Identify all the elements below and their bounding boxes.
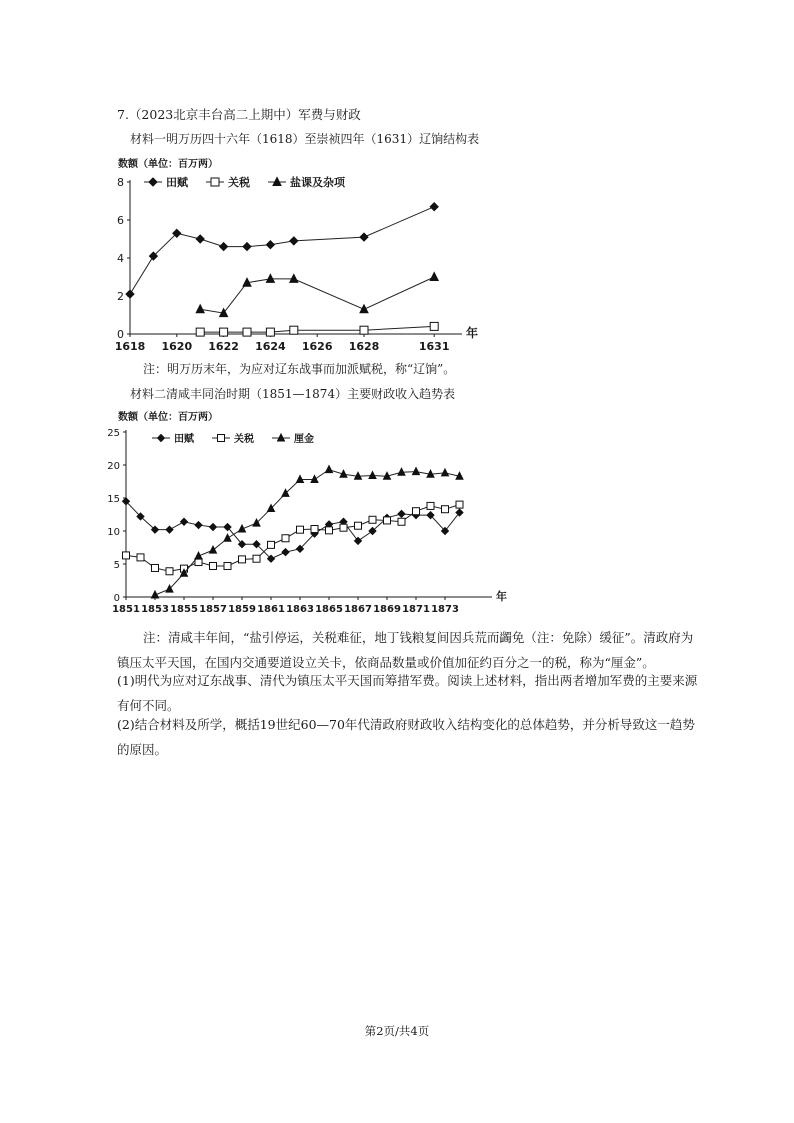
chart2-point-triangle xyxy=(456,472,463,479)
chart2-point-triangle xyxy=(253,519,260,526)
chart2-point-diamond xyxy=(355,537,362,544)
chart1-y-tick-label: 2 xyxy=(117,290,124,303)
chart2-point-diamond xyxy=(456,509,463,516)
chart2-point-triangle xyxy=(398,468,405,475)
chart1-point-triangle xyxy=(243,278,251,286)
chart2-y-tick-label: 20 xyxy=(107,461,120,472)
chart1-legend-label-0: 田赋 xyxy=(166,176,188,189)
chart2-point-triangle xyxy=(282,489,289,496)
chart2-point-square xyxy=(239,556,246,563)
chart2-point-square xyxy=(282,535,289,542)
chart2-point-square xyxy=(181,565,188,572)
chart1-point-square xyxy=(243,328,251,336)
chart2-point-triangle xyxy=(224,534,231,541)
chart1-point-diamond xyxy=(149,252,157,260)
chart1-series-line-0 xyxy=(130,207,434,294)
chart2-point-triangle xyxy=(311,476,318,483)
chart1-y-tick-label: 4 xyxy=(117,252,124,265)
chart2-point-triangle xyxy=(355,472,362,479)
chart2-point-square xyxy=(137,554,144,561)
chart1-unit-label: 数额（单位：百万两） xyxy=(118,159,218,170)
chart1-point-diamond xyxy=(243,243,251,251)
chart1-legend-label-1: 关税 xyxy=(228,176,250,189)
chart2-point-square xyxy=(224,562,231,569)
chart2-point-diamond xyxy=(152,526,159,533)
chart1-point-triangle xyxy=(220,309,228,317)
chart2-point-diamond xyxy=(239,541,246,548)
chart2-point-diamond xyxy=(297,545,304,552)
chart1-legend-marker-2 xyxy=(273,178,281,186)
chart2-point-diamond xyxy=(224,524,231,531)
chart2-point-square xyxy=(456,501,463,508)
chart2-point-diamond xyxy=(413,512,420,519)
chart2-y-tick-label: 5 xyxy=(113,560,120,571)
chart2-point-square xyxy=(384,517,391,524)
chart2-point-triangle xyxy=(340,470,347,477)
chart2-series-line-2 xyxy=(155,470,460,595)
chart1-x-axis-label: 年 xyxy=(466,326,479,340)
chart2-point-square xyxy=(413,508,420,515)
chart1-point-diamond xyxy=(430,203,438,211)
chart1-x-tick-label: 1618 xyxy=(114,340,146,353)
chart1-point-square xyxy=(360,326,368,334)
chart2-point-square xyxy=(166,568,173,575)
chart2-point-diamond xyxy=(369,528,376,535)
chart2-legend-label-2: 厘金 xyxy=(294,434,314,445)
chart1-x-tick-label: 1620 xyxy=(161,340,193,353)
chart2-point-diamond xyxy=(311,530,318,537)
chart1-x-tick-label: 1624 xyxy=(255,340,286,353)
material2-note: 注：清咸丰年间，“盐引停运，关税难征，地丁钱粮复间因兵荒而蠲免（注：免除）缓征”。清政府为镇压太平天国，在国内交通要道设立关卡，依商品数量或价值加征约百分之一的税，称为“厘金”。 xyxy=(117,630,694,670)
chart2-legend-label-1: 关税 xyxy=(234,434,254,445)
chart2-x-tick-label: 1853 xyxy=(141,604,169,615)
chart2-point-diamond xyxy=(210,524,217,531)
chart2-point-square xyxy=(369,516,376,523)
chart2-x-tick-label: 1855 xyxy=(170,604,198,615)
chart2-x-tick-label: 1851 xyxy=(112,604,140,615)
chart2-point-triangle xyxy=(297,476,304,483)
chart2-point-triangle xyxy=(369,472,376,479)
chart2-point-diamond xyxy=(427,512,434,519)
chart2-y-tick-label: 0 xyxy=(113,593,120,604)
chart2-point-diamond xyxy=(340,518,347,525)
chart2-series-line-0 xyxy=(126,501,460,558)
chart2-x-tick-label: 1857 xyxy=(199,604,227,615)
chart2-point-diamond xyxy=(282,549,289,556)
chart2-point-square xyxy=(253,555,260,562)
chart1-point-triangle xyxy=(360,305,368,313)
chart2-legend-label-0: 田赋 xyxy=(174,434,194,445)
chart2-point-square xyxy=(326,527,333,534)
chart2-x-tick-label: 1861 xyxy=(257,604,285,615)
chart2-point-square xyxy=(268,541,275,548)
chart2-point-diamond xyxy=(253,541,260,548)
chart2-point-square xyxy=(195,559,202,566)
chart1-x-tick-label: 1628 xyxy=(348,340,380,353)
chart1-point-square xyxy=(196,328,204,336)
chart1-point-triangle xyxy=(430,273,438,281)
chart1-series-line-1 xyxy=(200,326,434,332)
chart1-point-diamond xyxy=(173,229,181,237)
chart1-point-square xyxy=(430,322,438,330)
chart2-point-triangle xyxy=(268,505,275,512)
chart1-point-diamond xyxy=(290,237,298,245)
chart2-point-diamond xyxy=(123,498,130,505)
chart1-y-tick-label: 0 xyxy=(117,328,124,341)
chart1-point-diamond xyxy=(360,233,368,241)
chart1-legend-marker-1 xyxy=(211,178,219,186)
chart2-point-triangle xyxy=(152,591,159,598)
chart2-point-diamond xyxy=(442,528,449,535)
chart2-x-tick-label: 1871 xyxy=(402,604,430,615)
chart1-point-triangle xyxy=(196,305,204,313)
chart2-point-triangle xyxy=(384,472,391,479)
chart2-point-diamond xyxy=(137,513,144,520)
chart1-point-diamond xyxy=(196,235,204,243)
chart2-point-square xyxy=(442,506,449,513)
chart2-y-tick-label: 25 xyxy=(107,428,120,439)
question-part1: (1)明代为应对辽东战事、清代为镇压太平天国而筹措军费。阅读上述材料，指出两者增加军费的主要来源有何不同。 xyxy=(117,673,698,713)
chart2-point-triangle xyxy=(442,469,449,476)
chart2-x-tick-label: 1867 xyxy=(344,604,372,615)
chart2-point-triangle xyxy=(413,468,420,475)
question-title: 7.（2023北京丰台高二上期中）军费与财政 xyxy=(117,107,361,122)
chart1-point-diamond xyxy=(220,243,228,251)
chart2-point-square xyxy=(398,518,405,525)
chart2-point-diamond xyxy=(326,521,333,528)
chart2-y-tick-label: 10 xyxy=(107,527,120,538)
chart2-point-square xyxy=(355,522,362,529)
chart2-point-square xyxy=(210,562,217,569)
chart2-legend-marker-0 xyxy=(158,435,165,442)
chart2-legend-marker-2 xyxy=(278,434,285,441)
chart2-point-triangle xyxy=(239,525,246,532)
chart2-x-tick-label: 1859 xyxy=(228,604,256,615)
chart1-x-tick-label: 1631 xyxy=(418,340,450,353)
chart2-point-diamond xyxy=(195,522,202,529)
chart2-point-diamond xyxy=(268,555,275,562)
chart1-y-tick-label: 8 xyxy=(117,176,124,189)
chart2-point-square xyxy=(311,526,318,533)
material1-caption: 材料一明万历四十六年（1618）至崇祯四年（1631）辽饷结构表 xyxy=(130,132,480,146)
chart2-y-tick-label: 15 xyxy=(107,494,120,505)
chart2-unit-label: 数额（单位：百万两） xyxy=(118,412,218,423)
question-part2: (2)结合材料及所学，概括19世纪60—70年代清政府财政收入结构变化的总体趋势，并分析导致这一趋势的原因。 xyxy=(117,717,695,757)
chart2-point-diamond xyxy=(384,514,391,521)
chart1-point-square xyxy=(290,326,298,334)
chart1-legend-marker-0 xyxy=(149,178,157,186)
chart1-point-triangle xyxy=(290,274,298,282)
material2-caption: 材料二清咸丰同治时期（1851—1874）主要财政收入趋势表 xyxy=(130,387,456,401)
chart2-point-triangle xyxy=(195,552,202,559)
chart2-x-tick-label: 1869 xyxy=(373,604,401,615)
chart2-point-triangle xyxy=(181,569,188,576)
chart2-point-triangle xyxy=(210,546,217,553)
chart1-point-square xyxy=(266,328,274,336)
chart2-x-axis-label: 年 xyxy=(496,590,507,603)
chart1-legend-label-2: 盐课及杂项 xyxy=(290,176,345,189)
chart2-x-tick-label: 1873 xyxy=(431,604,459,615)
chart1-point-triangle xyxy=(266,274,274,282)
page-footer: 第2页/共4页 xyxy=(364,1024,430,1038)
chart2-point-square xyxy=(123,552,130,559)
chart2-series-line-1 xyxy=(126,505,460,572)
chart1-x-tick-label: 1626 xyxy=(301,340,333,353)
chart2-point-diamond xyxy=(398,510,405,517)
chart2-point-triangle xyxy=(427,470,434,477)
chart2-point-diamond xyxy=(166,526,173,533)
chart1-point-diamond xyxy=(126,290,134,298)
chart1-point-diamond xyxy=(266,241,274,249)
chart2-x-tick-label: 1863 xyxy=(286,604,314,615)
chart2-point-square xyxy=(427,502,434,509)
chart2-point-square xyxy=(340,524,347,531)
chart1-point-square xyxy=(220,328,228,336)
chart2-point-diamond xyxy=(181,518,188,525)
chart1-x-tick-label: 1622 xyxy=(208,340,239,353)
chart2-legend-marker-1 xyxy=(218,435,225,442)
material1-note: 注：明万历末年，为应对辽东战事而加派赋税，称“辽饷”。 xyxy=(143,362,456,376)
chart2-point-triangle xyxy=(326,466,333,473)
chart1-series-line-2 xyxy=(200,277,434,313)
chart2-point-triangle xyxy=(166,585,173,592)
chart2-x-tick-label: 1865 xyxy=(315,604,343,615)
chart2-point-square xyxy=(297,526,304,533)
chart1-y-tick-label: 6 xyxy=(117,214,124,227)
chart2-point-square xyxy=(152,564,159,571)
